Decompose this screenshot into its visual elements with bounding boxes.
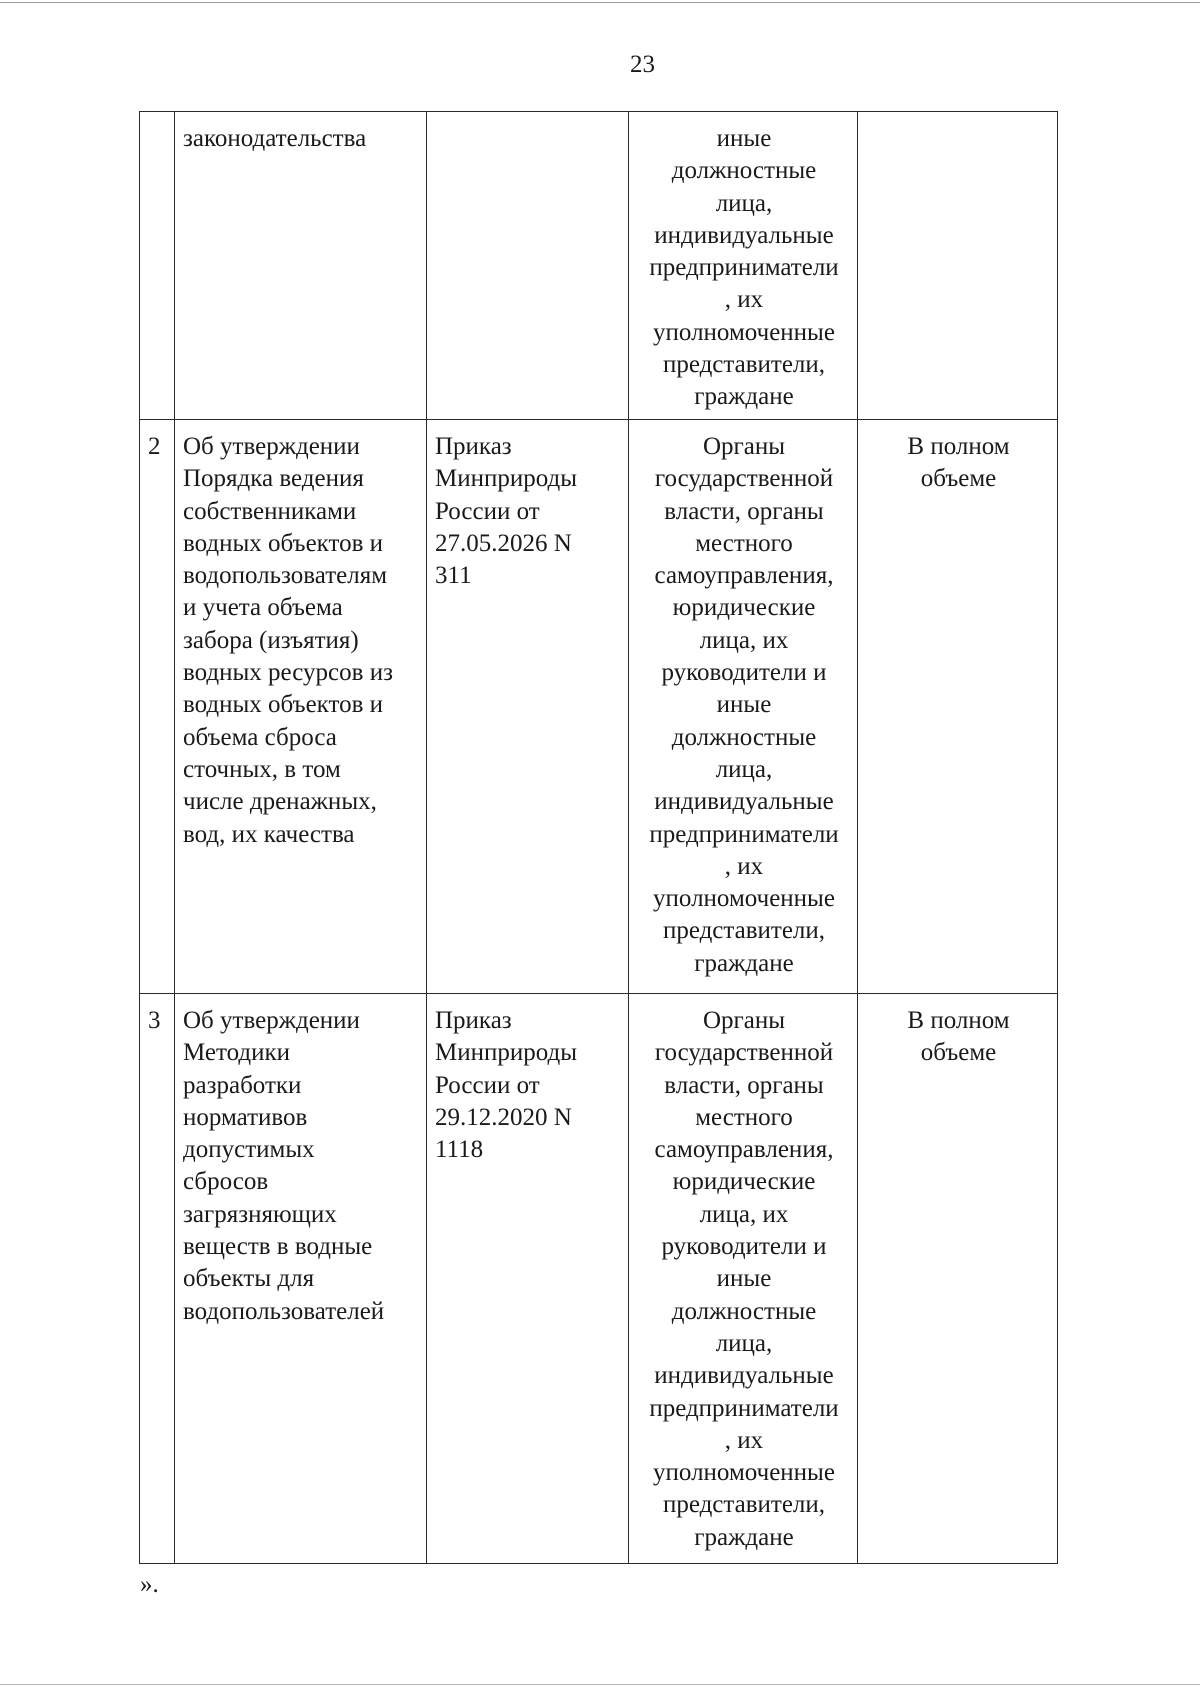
subjects-line: власти, органы [664, 497, 824, 525]
title-line: водных объектов и [183, 529, 384, 557]
scan-edge-bottom [0, 1684, 1200, 1685]
subjects-line: самоуправления, [654, 1136, 834, 1164]
scope-cell [858, 112, 1058, 420]
title-line: объема сброса [183, 723, 337, 751]
subjects-line: лица, их [699, 626, 789, 654]
subjects-line: иные [716, 691, 772, 719]
title-line: собственниками [183, 497, 357, 525]
document-line: Минприроды [435, 1039, 578, 1067]
subjects-line: граждане [694, 1523, 794, 1551]
document-line: 311 [435, 562, 472, 590]
subjects-line: иные [716, 125, 772, 152]
subjects-line: должностные [671, 723, 817, 751]
closing-quote-mark: ». [140, 1571, 159, 1598]
subjects-line: иные [716, 1265, 772, 1293]
subjects-line: индивидуальные [654, 221, 834, 249]
subjects-line: , их [724, 286, 764, 314]
subjects-line: руководители и [661, 1233, 827, 1261]
row-number-cell [140, 112, 175, 420]
subjects-line: лица, [715, 189, 773, 217]
title-line: Об утверждении [183, 433, 360, 460]
document-line: России от [435, 1071, 540, 1099]
subjects-line: , их [724, 852, 764, 880]
act-document-cell [427, 420, 629, 994]
document-line: Минприроды [435, 465, 578, 493]
subjects-line: уполномоченные [653, 1459, 835, 1487]
subjects-line: граждане [694, 383, 794, 411]
title-line: водных ресурсов из [183, 659, 393, 687]
title-line: разработки [183, 1071, 302, 1099]
title-line: забора (изъятия) [183, 626, 359, 654]
subjects-line: должностные [671, 1297, 817, 1325]
document-line: Приказ [435, 1007, 512, 1034]
page-number: 23 [630, 51, 655, 78]
act-title-cell [175, 420, 427, 994]
subjects-line: уполномоченные [653, 885, 835, 913]
title-line: Порядка ведения [183, 465, 364, 493]
title-line: вод, их качества [183, 820, 355, 848]
document-line: Приказ [435, 433, 512, 460]
regulations-table [139, 111, 1058, 1564]
scan-edge-top [0, 2, 1200, 3]
title-line: водных объектов и [183, 691, 384, 719]
subjects-line: государственной [654, 1039, 834, 1067]
document-line: 1118 [435, 1136, 484, 1164]
subjects-line: , их [724, 1426, 764, 1454]
subjects-line: государственной [654, 465, 834, 493]
subjects-line: юридические [672, 1168, 816, 1196]
row-number-cell: 2 [140, 420, 175, 994]
subjects-line: граждане [694, 949, 794, 977]
subjects-line: лица, [715, 755, 773, 783]
document-line: 27.05.2026 N [435, 529, 572, 557]
subjects-line: уполномоченные [653, 318, 835, 346]
table-row [140, 112, 1058, 420]
subjects-line: представители, [662, 1491, 826, 1519]
subjects-line: представители, [662, 351, 826, 379]
subjects-line: лица, их [699, 1200, 789, 1228]
title-line: и учета объема [183, 594, 343, 622]
act-document-cell [427, 994, 629, 1564]
table-row [140, 994, 1058, 1564]
title-line: нормативов [183, 1103, 308, 1131]
scope-cell [858, 994, 1058, 1564]
act-title-cell [175, 994, 427, 1564]
subjects-line: руководители и [661, 659, 827, 687]
title-line: загрязняющих [183, 1200, 337, 1228]
subjects-line: предприниматели [649, 1394, 839, 1422]
subjects-line: предприниматели [649, 820, 839, 848]
row-number-cell: 3 [140, 994, 175, 1564]
subjects-cell [629, 994, 858, 1564]
subjects-line: Органы [702, 433, 786, 460]
title-line: водопользователей [183, 1297, 385, 1325]
title-line: объекты для [183, 1265, 315, 1293]
subjects-line: должностные [671, 157, 817, 185]
title-line: веществ в водные [183, 1233, 373, 1261]
subjects-line: власти, органы [664, 1071, 824, 1099]
title-line: водопользователям [183, 562, 388, 590]
subjects-cell [629, 112, 858, 420]
table-row [140, 420, 1058, 994]
scope-line: В полном [907, 433, 1010, 460]
title-line: сточных, в том [183, 755, 341, 783]
subjects-cell [629, 420, 858, 994]
title-line: Методики [183, 1039, 290, 1067]
title-line: законодательства [183, 125, 367, 152]
title-line: числе дренажных, [183, 788, 377, 816]
scope-line: объеме [920, 465, 997, 493]
act-title-cell [175, 112, 427, 420]
subjects-line: предприниматели [649, 254, 839, 282]
subjects-line: Органы [702, 1007, 786, 1034]
subjects-line: местного [695, 529, 793, 557]
act-document-cell [427, 112, 629, 420]
title-line: допустимых [183, 1136, 315, 1164]
document-line: 29.12.2020 N [435, 1103, 572, 1131]
subjects-line: индивидуальные [654, 788, 834, 816]
subjects-line: юридические [672, 594, 816, 622]
subjects-line: местного [695, 1103, 793, 1131]
title-line: сбросов [183, 1168, 269, 1196]
subjects-line: представители, [662, 917, 826, 945]
scope-line: В полном [907, 1007, 1010, 1034]
scope-line: объеме [920, 1039, 997, 1067]
scope-cell [858, 420, 1058, 994]
subjects-line: самоуправления, [654, 562, 834, 590]
document-line: России от [435, 497, 540, 525]
subjects-line: лица, [715, 1329, 773, 1357]
title-line: Об утверждении [183, 1007, 360, 1034]
subjects-line: индивидуальные [654, 1362, 834, 1390]
